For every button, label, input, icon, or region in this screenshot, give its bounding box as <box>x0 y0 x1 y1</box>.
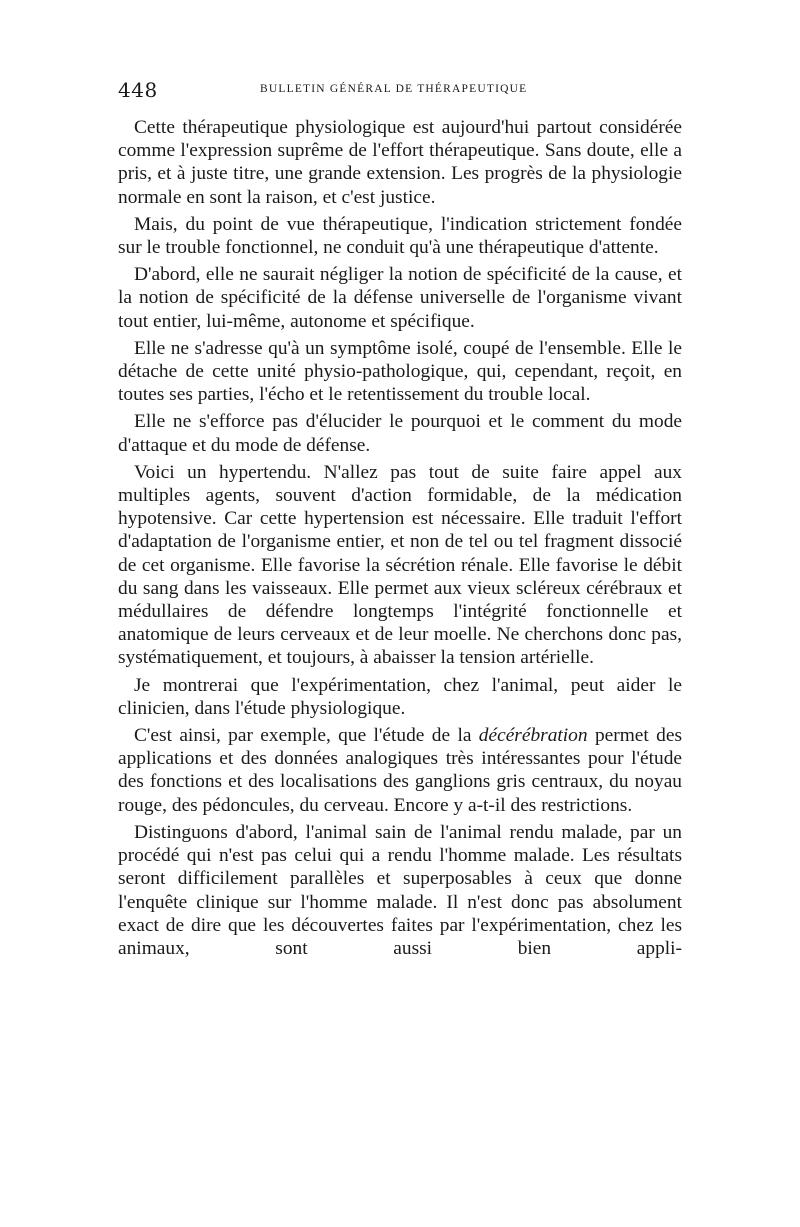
paragraph: Elle ne s'efforce pas d'élucider le pourquoi et le comment du mode d'attaque et du mode de défense. <box>118 411 682 456</box>
paragraph <box>118 724 682 817</box>
paragraph: D'abord, elle ne saurait négliger la notion de spécificité de la cause, et la notion de spécificité de la défense universelle de l'organisme vivant tout entier, lui-même, autonome et spécifique. <box>118 264 682 332</box>
emphasized-term: décérébration <box>478 725 588 747</box>
paragraph-text-before: C'est ainsi, par exemple, que l'étude de la <box>134 725 479 747</box>
paragraph: Voici un hypertendu. N'allez pas tout de suite faire appel aux multiples agents, souvent d'action formidable, de la médication hypotensive. Car cette hypertension est nécessaire. Elle traduit l'effort d'adaptation de l'organisme entier, et non de tel ou tel fragment dissocié de cet organisme. Elle favorise la sécrétion rénale. Elle favorise le débit du sang dans les vaisseaux. Elle permet aux vieux scléreux cérébraux et médullaires de défendre longtemps l'intégrité fonctionnelle et anatomique de leurs cerveaux et de leur moelle. Ne cherchons donc pas, systématiquement, et toujours, à abaisser la tension artérielle. <box>118 461 682 669</box>
paragraph: Elle ne s'adresse qu'à un symptôme isolé, coupé de l'ensemble. Elle le détache de cette unité physio-pathologique, qui, cependant, reçoit, en toutes ses parties, l'écho et le retentissement du trouble local. <box>118 337 682 406</box>
paragraph: Distinguons d'abord, l'animal sain de l'animal rendu malade, par un procédé qui n'est pas celui qui a rendu l'homme malade. Les résultats seront difficilement parallèles et superposables à ceux que donne l'enquête clinique sur l'homme malade. Il n'est donc pas absolument exact de dire que les découvertes faites par l'expérimentation, chez les animaux, sont aussi bien appli- <box>118 821 682 959</box>
paragraph-text-after: permet des applications et des données analogiques très intéressantes pour l'étude des fonctions et des localisations des ganglions gris centraux, du noyau rouge, des pédoncules, du cerveau. Encore y a-t-il des restrictions. <box>118 725 682 816</box>
paragraph: Cette thérapeutique physiologique est aujourd'hui partout considérée comme l'expression suprême de l'effort thérapeutique. Sans doute, elle a pris, et à juste titre, une grande extension. Les progrès de la physiologie normale en sont la raison, et c'est justice. <box>118 117 682 208</box>
page-number: 448 <box>118 78 158 102</box>
running-title: BULLETIN GÉNÉRAL DE THÉRAPEUTIQUE <box>260 83 528 95</box>
paragraph: Je montrerai que l'expérimentation, chez l'animal, peut aider le clinicien, dans l'étude physiologique. <box>118 674 682 719</box>
body-text <box>118 116 682 960</box>
paragraph: Mais, du point de vue thérapeutique, l'indication strictement fondée sur le trouble fonctionnel, ne conduit qu'à une thérapeutique d'attente. <box>118 213 682 259</box>
page-header <box>118 78 684 104</box>
